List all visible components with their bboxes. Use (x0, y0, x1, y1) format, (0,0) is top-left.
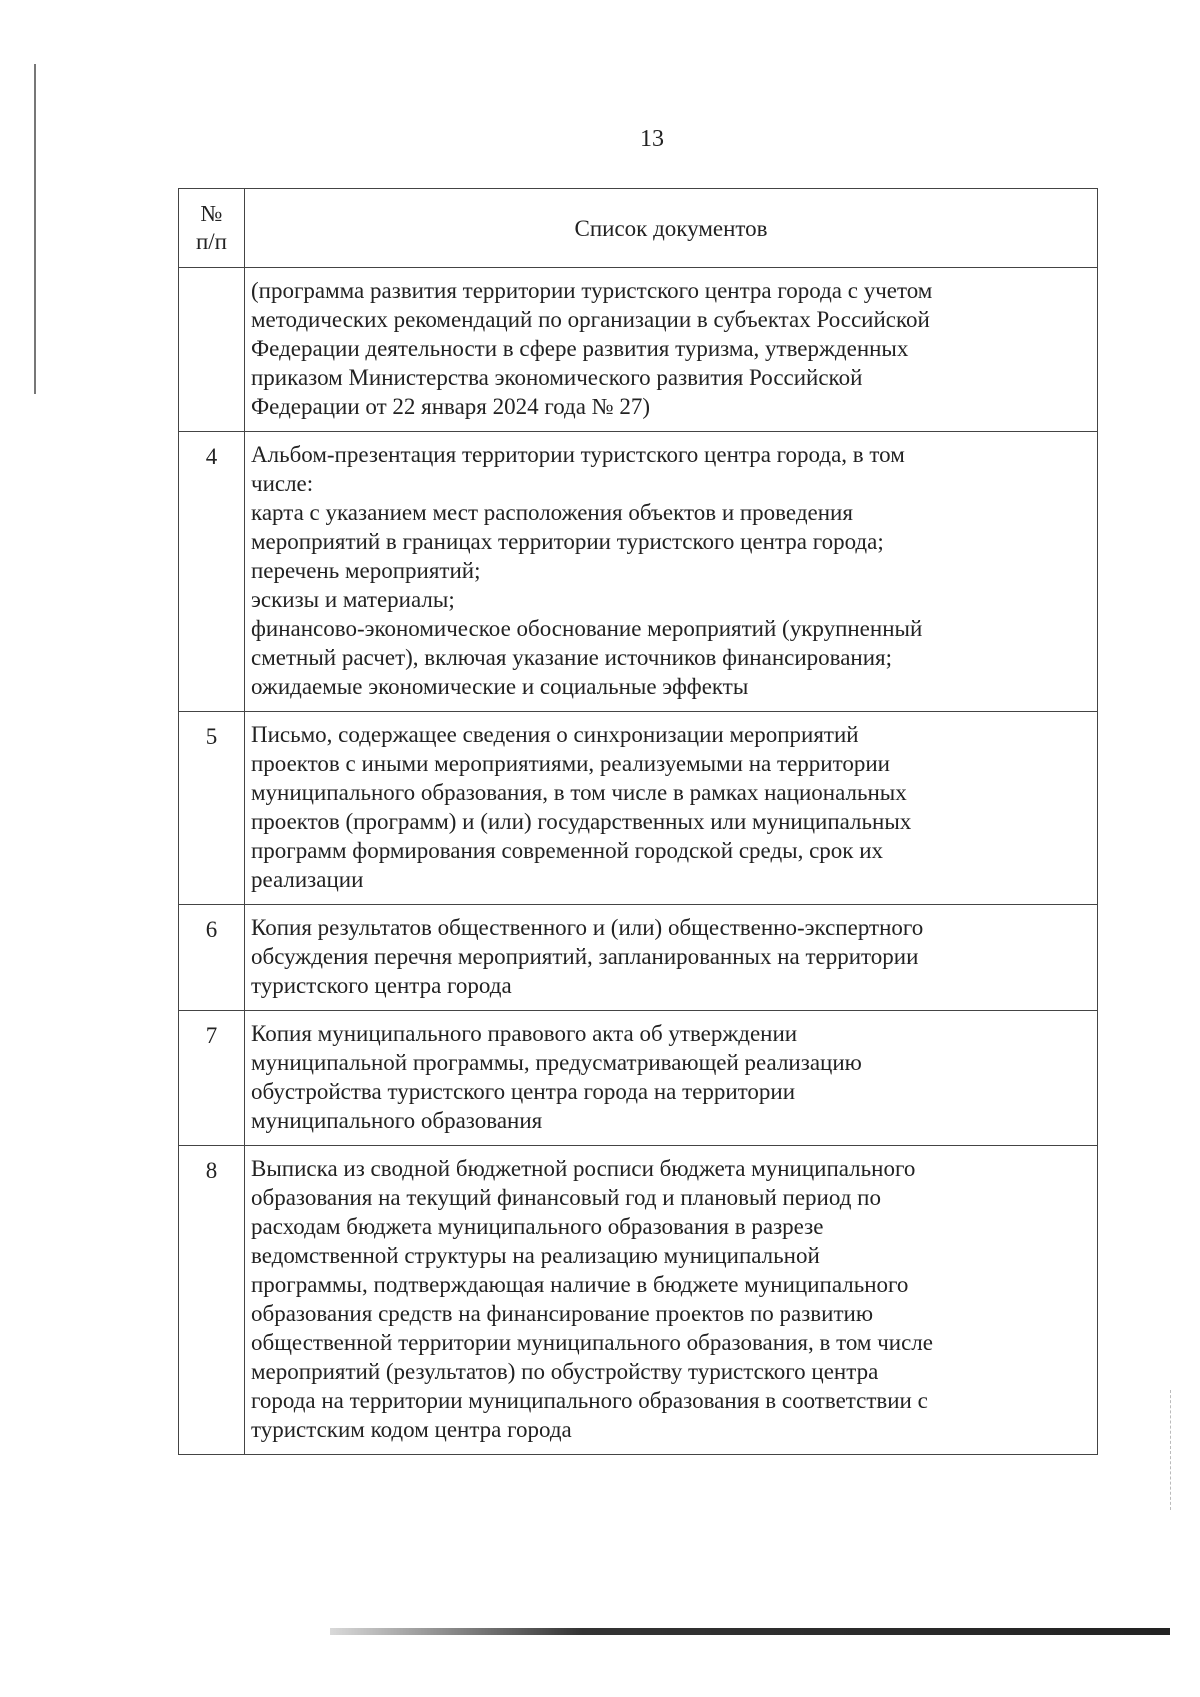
documents-table (178, 188, 1098, 1455)
document-text-line: города на территории муниципального образования в соответствии с (251, 1388, 928, 1413)
row-document-cell (245, 268, 1098, 432)
document-text-line: обсуждения перечня мероприятий, запланированных на территории (251, 944, 919, 969)
table-header-row (179, 189, 1098, 268)
row-document-cell (245, 1011, 1098, 1146)
header-number-symbol: № (200, 201, 223, 226)
document-text-line: мероприятий в границах территории туристского центра города; (251, 529, 884, 554)
document-text-line: Федерации деятельности в сфере развития туризма, утвержденных (251, 336, 909, 361)
row-number-cell: 8 (179, 1146, 245, 1455)
row-document-cell (245, 905, 1098, 1011)
table-row (179, 905, 1098, 1011)
document-text-line: Копия муниципального правового акта об утверждении (251, 1021, 798, 1046)
document-text-line: проектов с иными мероприятиями, реализуемыми на территории (251, 751, 890, 776)
document-text-line: муниципального образования (251, 1108, 543, 1133)
document-text-line: общественной территории муниципального образования, в том числе (251, 1330, 933, 1355)
document-text-line: приказом Министерства экономического развития Российской (251, 365, 863, 390)
document-text-line: муниципальной программы, предусматривающей реализацию (251, 1050, 862, 1075)
table-row (179, 712, 1098, 905)
document-text-line: Копия результатов общественного и (или) общественно-экспертного (251, 915, 924, 940)
row-document-cell (245, 712, 1098, 905)
header-list-cell: Список документов (245, 189, 1098, 268)
document-text-line: Письмо, содержащее сведения о синхронизации мероприятий (251, 722, 859, 747)
document-text-line: образования на текущий финансовый год и плановый период по (251, 1185, 881, 1210)
row-number-cell (179, 268, 245, 432)
row-number-cell: 6 (179, 905, 245, 1011)
table-row (179, 1146, 1098, 1455)
document-text-line: Федерации от 22 января 2024 года № 27) (251, 394, 651, 419)
document-text-line: эскизы и материалы; (251, 587, 455, 612)
document-text-line: реализации (251, 867, 364, 892)
document-text-line: обустройства туристского центра города на территории (251, 1079, 796, 1104)
document-text-line: программы, подтверждающая наличие в бюджете муниципального (251, 1272, 909, 1297)
document-text-line: расходам бюджета муниципального образования в разрезе (251, 1214, 824, 1239)
document-text-line: методических рекомендаций по организации в субъектах Российской (251, 307, 930, 332)
table-row (179, 1011, 1098, 1146)
document-text-line: сметный расчет), включая указание источников финансирования; (251, 645, 892, 670)
document-text-line: ведомственной структуры на реализацию муниципальной (251, 1243, 820, 1268)
row-document-cell (245, 1146, 1098, 1455)
row-document-cell (245, 432, 1098, 712)
document-text-line: туристским кодом центра города (251, 1417, 572, 1442)
document-text-line: карта с указанием мест расположения объектов и проведения (251, 500, 853, 525)
document-text-line: проектов (программ) и (или) государственных или муниципальных (251, 809, 912, 834)
scan-bottom-bar (330, 1628, 1170, 1635)
document-text-line: (программа развития территории туристского центра города с учетом (251, 278, 933, 303)
document-text-line: программ формирования современной городской среды, срок их (251, 838, 884, 863)
row-number-cell: 7 (179, 1011, 245, 1146)
document-text-line: финансово-экономическое обоснование мероприятий (укрупненный (251, 616, 923, 641)
row-number-cell: 4 (179, 432, 245, 712)
document-text-line: числе: (251, 471, 314, 496)
document-text-line: мероприятий (результатов) по обустройству туристского центра (251, 1359, 879, 1384)
header-number-cell (179, 189, 245, 268)
document-text-line: муниципального образования, в том числе в рамках национальных (251, 780, 907, 805)
scan-edge-mark-right (1170, 1390, 1172, 1510)
document-text-line: Выписка из сводной бюджетной росписи бюджета муниципального (251, 1156, 916, 1181)
document-text-line: Альбом-презентация территории туристского центра города, в том (251, 442, 905, 467)
scan-edge-mark-left (34, 64, 36, 394)
header-number-abbrev: п/п (195, 229, 227, 254)
document-text-line: ожидаемые экономические и социальные эффекты (251, 674, 749, 699)
page-number: 13 (640, 126, 664, 152)
document-text-line: туристского центра города (251, 973, 512, 998)
table-row (179, 268, 1098, 432)
table-row (179, 432, 1098, 712)
document-text-line: перечень мероприятий; (251, 558, 481, 583)
row-number-cell: 5 (179, 712, 245, 905)
document-text-line: образования средств на финансирование проектов по развитию (251, 1301, 874, 1326)
